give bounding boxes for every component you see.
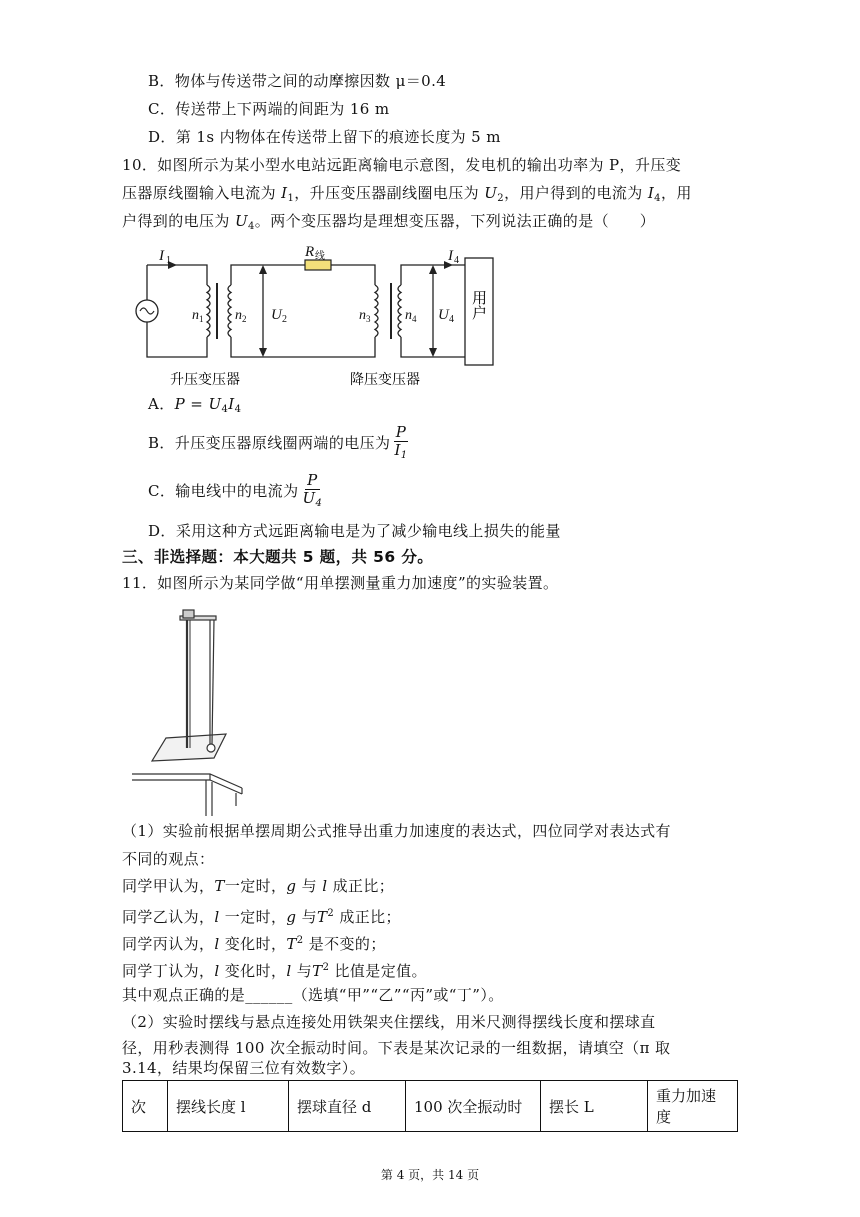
q9-option-c: C．传送带上下两端的间距为 16 m: [148, 100, 390, 118]
label-n1-sub: 1: [199, 314, 204, 324]
q10-line-2: 压器原线圈输入电流为 $I_1$，升压变压器副线圈电压为 $U_2$，用户得到的电流为 $I_4$，用: [122, 184, 692, 204]
q11-intro: 11．如图所示为某同学做“用单摆测量重力加速度”的实验装置。: [122, 574, 559, 592]
label-i1-sub: 1: [166, 255, 171, 266]
q10-option-a: A．$P = U_4I_4$: [148, 395, 242, 415]
q10-option-c: C．输电线中的电流为 $\frac{P}{U_4}$: [148, 471, 323, 509]
q9-option-d: D．第 1s 内物体在传送带上留下的痕迹长度为 5 m: [148, 128, 501, 146]
label-i1: I: [159, 248, 164, 264]
q11-part2-line-3: 3.14，结果均保留三位有效数字）。: [122, 1059, 366, 1077]
table-header-cell: 摆长 L: [541, 1081, 648, 1132]
label-user: 用户: [470, 290, 488, 320]
q11-part2-line-1: （2）实验时摆线与悬点连接处用铁架夹住摆线，用米尺测得摆线长度和摆球直: [122, 1013, 656, 1031]
label-u2: U: [271, 307, 282, 323]
table-header-cell: 次: [123, 1081, 168, 1132]
q10-line-1: 10．如图所示为某小型水电站远距离输电示意图，发电机的输出功率为 P，升压变: [122, 156, 682, 174]
label-n1: n: [192, 308, 199, 323]
q11-part2-line-2: 径，用秒表测得 100 次全振动时间。下表是某次记录的一组数据，请填空（π 取: [122, 1039, 671, 1057]
table-header-cell: 摆球直径 d: [289, 1081, 406, 1132]
q11-answer-line: 其中观点正确的是______（选填“甲”“乙”“丙”或“丁”）。: [122, 986, 504, 1004]
label-n2: n: [235, 308, 242, 323]
label-u4: U: [438, 307, 449, 323]
data-record-table: [122, 1080, 738, 1132]
label-n2-sub: 2: [242, 314, 247, 324]
label-n4: n: [405, 308, 412, 323]
label-r: R: [305, 244, 315, 260]
label-i4-sub: 4: [454, 255, 459, 266]
table-header-row: [123, 1081, 738, 1132]
transmission-circuit-diagram: [135, 243, 500, 388]
table-header-cell: 重力加速度: [648, 1081, 738, 1132]
q11-part1-line-1: （1）实验前根据单摆周期公式推导出重力加速度的表达式，四位同学对表达式有: [122, 822, 671, 840]
label-n3: n: [359, 308, 366, 323]
label-u2-sub: 2: [282, 314, 287, 325]
q11-part1-line-2: 不同的观点：: [122, 850, 215, 868]
q10-option-d: D．采用这种方式远距离输电是为了减少输电线上损失的能量: [148, 522, 561, 540]
q11-opinion-yi: 同学乙认为，l 一定时，g 与$T^2$ 成正比；: [122, 908, 401, 926]
label-step-down: 降压变压器: [350, 372, 420, 388]
label-r-sub: 线: [315, 251, 325, 262]
page-footer: 第 4 页，共 14 页: [380, 1168, 480, 1182]
q11-opinion-ding: 同学丁认为，l 变化时，l 与$T^2$ 比值是定值。: [122, 962, 427, 980]
q10-line-3: 户得到的电压为 $U_4$。两个变压器均是理想变压器，下列说法正确的是（ ）: [122, 212, 656, 232]
section-3-heading: 三、非选择题：本大题共 5 题，共 56 分。: [122, 548, 434, 566]
q11-opinion-jia: 同学甲认为，T一定时，g 与 l 成正比；: [122, 877, 395, 895]
label-i4: I: [448, 248, 453, 264]
label-n4-sub: 4: [412, 314, 417, 324]
q9-option-b: B．物体与传送带之间的动摩擦因数 μ＝0.4: [148, 72, 447, 90]
label-n3-sub: 3: [366, 314, 371, 324]
pendulum-apparatus-figure: [130, 606, 250, 818]
q10-option-b: B．升压变压器原线圈两端的电压为 $\frac{P}{I_1}$: [148, 423, 408, 461]
table-header-cell: 100 次全振动时: [406, 1081, 541, 1132]
q11-opinion-bing: 同学丙认为，l 变化时，$T^2$ 是不变的；: [122, 935, 386, 953]
label-step-up: 升压变压器: [170, 372, 240, 388]
table-header-cell: 摆线长度 l: [168, 1081, 289, 1132]
label-u4-sub: 4: [449, 314, 454, 325]
